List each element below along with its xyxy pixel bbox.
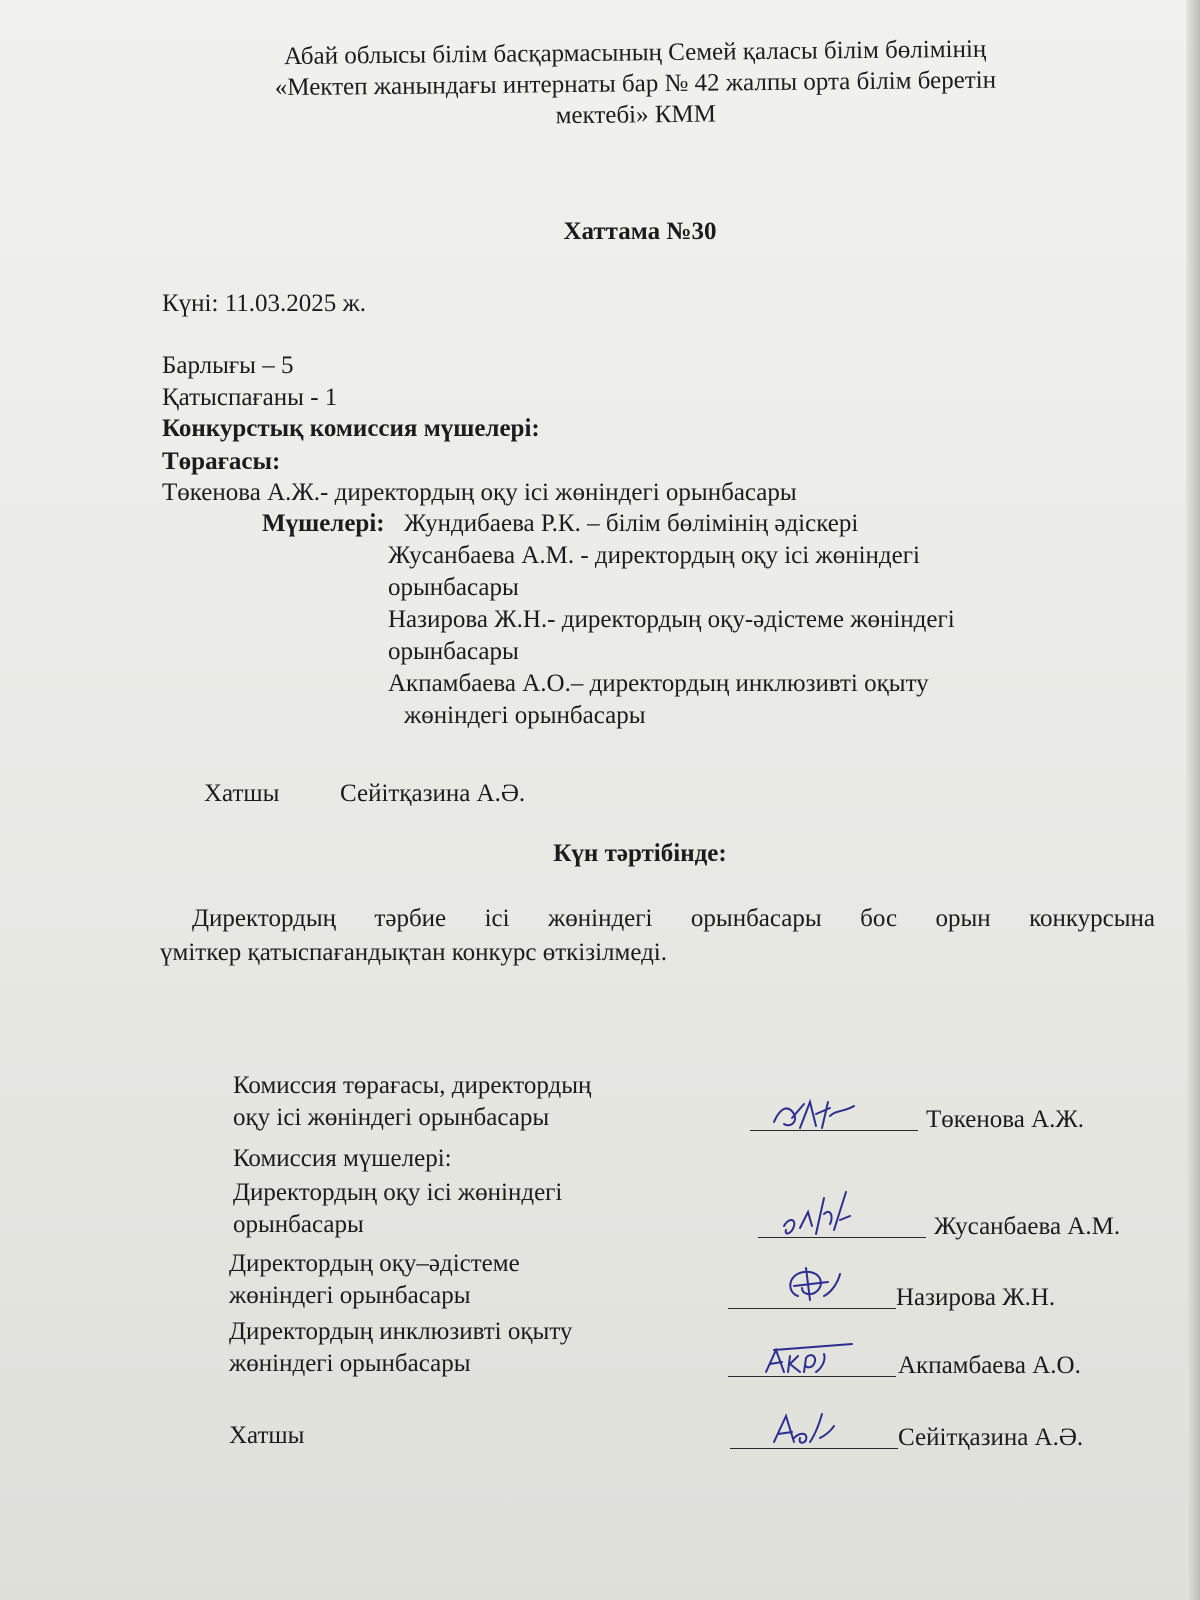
document-title: Хаттама №30	[563, 218, 717, 245]
attendance-total: Барлығы – 5	[162, 352, 294, 379]
sig-secretary-role: Хатшы	[229, 1422, 305, 1449]
member-entry-3-cont: орынбасары	[388, 638, 519, 665]
header-line-2: «Мектеп жанындағы интернаты бар № 42 жалпы орта білім беретін	[274, 66, 997, 102]
chair-entry: Төкенова А.Ж.- директордың оқу ісі жөніндегі орынбасары	[162, 479, 797, 506]
sig-member2-line	[728, 1308, 896, 1309]
commission-heading: Конкурстық комиссия мүшелері:	[162, 415, 540, 442]
header-line-3: мектебі» КММ	[555, 100, 717, 130]
signature-secretary-mark	[770, 1408, 840, 1448]
meeting-date: Күні: 11.03.2025 ж.	[162, 290, 367, 317]
sig-member1-role-2: орынбасары	[233, 1211, 364, 1238]
sig-member2-role-1: Директордың оқу–әдістеме	[229, 1250, 520, 1277]
member-entry-4: Акпамбаева А.О.– директордың инклюзивті оқыту	[388, 670, 929, 697]
member-entry-2: Жусанбаева А.М. - директордың оқу ісі жөніндегі	[388, 542, 920, 569]
sig-member3-role-1: Директордың инклюзивті оқыту	[229, 1318, 573, 1345]
sig-secretary-name: Сейітқазина А.Ә.	[898, 1424, 1084, 1451]
signature-member1-mark	[780, 1190, 860, 1240]
agenda-line-1: Директордың тәрбие ісі жөніндегі орынбасары бос орын конкурсына	[192, 905, 1155, 932]
sig-chair-role-2: оқу ісі жөніндегі орынбасары	[233, 1104, 550, 1131]
sig-member3-role-2: жөніндегі орынбасары	[229, 1350, 471, 1377]
page-edge	[1186, 0, 1200, 1600]
document-header	[195, 33, 1076, 135]
sig-member1-name: Жусанбаева А.М.	[934, 1213, 1121, 1240]
header-line-1: Абай облысы білім басқармасының Семей қаласы білім бөлімінің	[283, 35, 987, 71]
agenda-heading: Күн тәртібінде:	[553, 840, 727, 867]
agenda-line-2: үміткер қатыспағандықтан конкурс өткізілмеді.	[160, 939, 668, 966]
sig-chair-role-1: Комиссия төрағасы, директордың	[233, 1072, 592, 1099]
member-entry-2-cont: орынбасары	[388, 574, 519, 601]
sig-members-heading: Комиссия мүшелері:	[233, 1145, 452, 1172]
sig-member3-name: Акпамбаева А.О.	[898, 1352, 1081, 1379]
signature-chair-mark	[770, 1098, 860, 1136]
attendance-absent: Қатыспағаны - 1	[162, 384, 338, 411]
secretary-name: Сейітқазина А.Ә.	[340, 780, 526, 807]
sig-member2-role-2: жөніндегі орынбасары	[229, 1282, 471, 1309]
chair-label: Төрағасы:	[162, 448, 281, 475]
member-entry-3: Назирова Ж.Н.- директордың оқу-әдістеме жөніндегі	[388, 606, 955, 633]
agenda-body	[160, 902, 1155, 970]
member-entry-4-cont: жөніндегі орынбасары	[404, 702, 646, 729]
member-entry-1: Жундибаева Р.К. – білім бөлімінің әдіскері	[404, 510, 859, 537]
signature-member2-mark	[780, 1262, 850, 1304]
signature-member3-mark	[760, 1338, 860, 1378]
sig-secretary-line	[730, 1448, 898, 1449]
secretary-label: Хатшы	[204, 780, 280, 807]
sig-member2-name: Назирова Ж.Н.	[896, 1284, 1056, 1311]
sig-chair-name: Төкенова А.Ж.	[926, 1106, 1085, 1133]
members-label: Мүшелері:	[262, 510, 385, 537]
sig-member1-role-1: Директордың оқу ісі жөніндегі	[233, 1179, 563, 1206]
